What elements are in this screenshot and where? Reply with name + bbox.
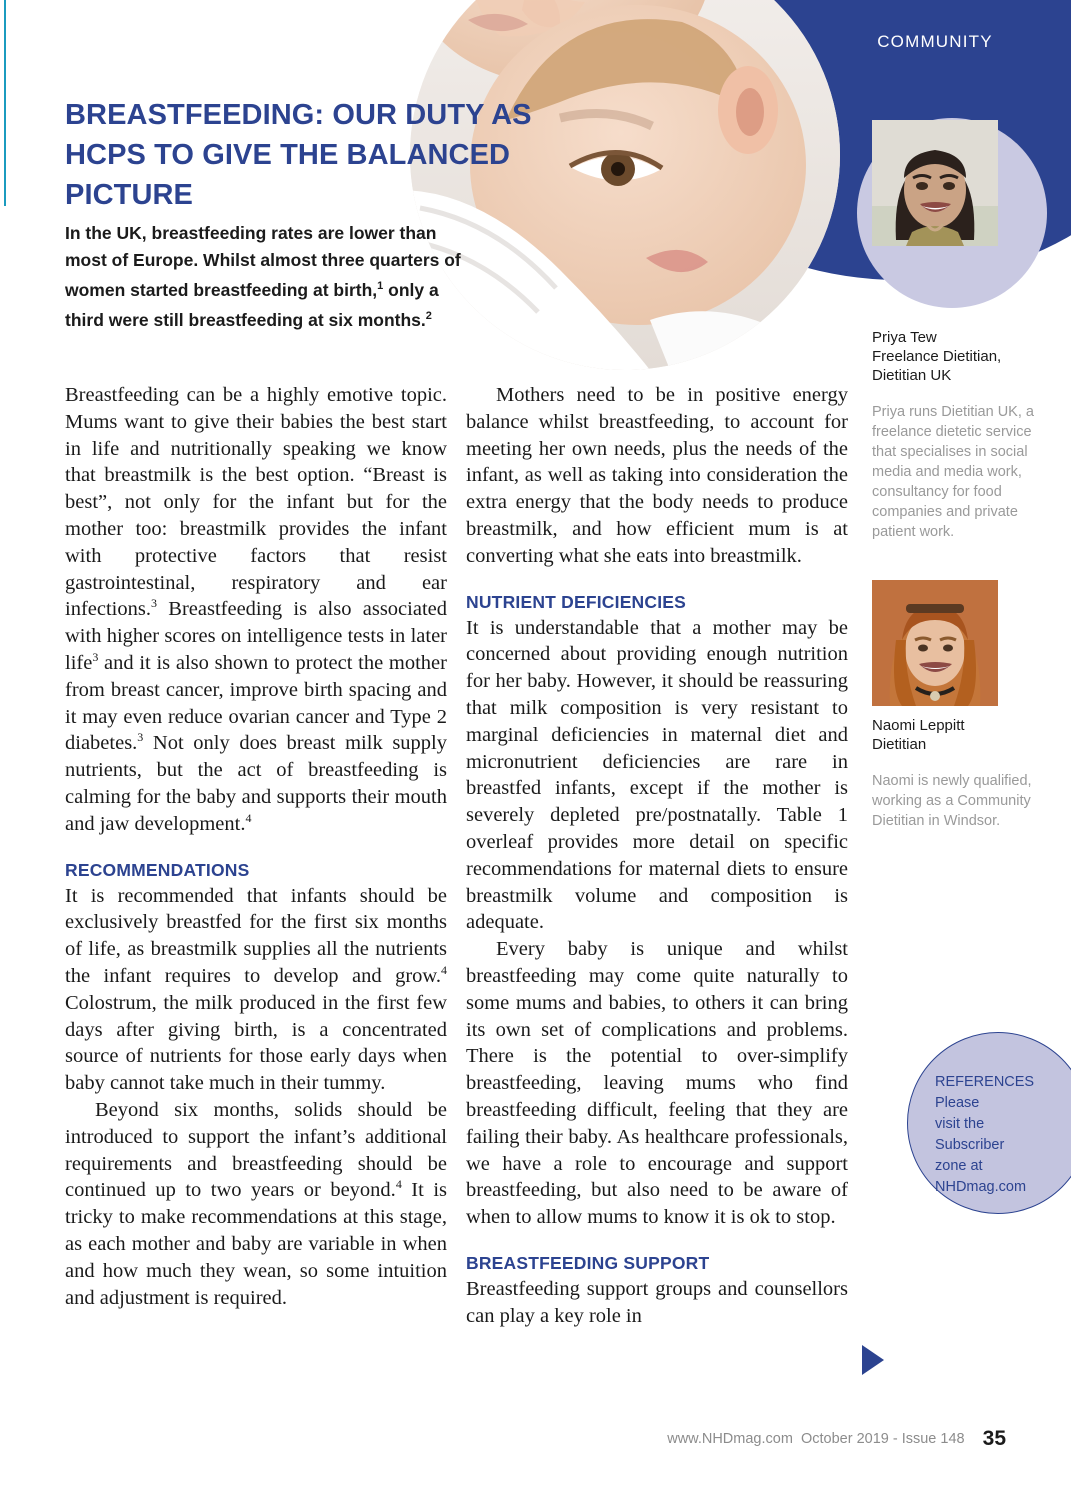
reference-marker-2: 2	[425, 310, 432, 323]
paragraph-support-groups: Breastfeeding support groups and counsellors can play a key role in	[466, 1277, 848, 1327]
references-text	[935, 1072, 1065, 1198]
priya-tew-portrait-icon	[872, 120, 998, 246]
page-footer	[0, 1427, 1006, 1451]
reference-marker-4c: 4	[395, 1177, 402, 1192]
author-card-naomi-leppitt	[872, 580, 1042, 831]
body-column-middle	[466, 382, 848, 1330]
footer-website[interactable]: www.NHDmag.com	[667, 1431, 793, 1447]
footer-issue: October 2019 - Issue 148	[800, 1431, 965, 1447]
para1-a: Breastfeeding can be a highly emotive topic. Mums want to give their babies the best start in life and nutritionally speaking we know that breastmilk is the best option. “Breast is best”, not only for the infant but for the mother too: breastmilk provides the infant with protective factors that resist gastrointestinal, respiratory and ear infections.	[65, 384, 447, 621]
para1-b: Breastfeeding is also associated with higher scores on intelligence tests in later life	[65, 598, 447, 674]
author-rail	[872, 120, 1042, 831]
body-column-left	[65, 382, 447, 1311]
references-line3: Subscriber	[935, 1137, 1005, 1153]
para1-c: and it is also shown to protect the mother from breast cancer, improve birth spacing and it may even reduce ovarian cancer and Type 2 diabetes.	[65, 651, 447, 755]
author-name: Priya Tew	[872, 329, 937, 346]
references-line2: visit the	[935, 1116, 985, 1132]
naomi-leppitt-portrait-icon	[872, 580, 998, 706]
author-bio: Naomi is newly qualified, working as a Community Dietitian in Windsor.	[872, 773, 1032, 829]
paragraph-nutrient-deficiencies: It is understandable that a mother may be concerned about providing enough nutrition for her baby. However, it should be reassuring that milk composition is very resistant to marginal deficiencies in maternal diet and micronutrient deficiencies are rare in breastfed infants, except if the mother is severely depleted pre/postnatally. Table 1 overleaf provides more detail on specific recommendations for maternal diets to ensure breastmilk volume and composition is adequate.	[466, 616, 848, 934]
section-heading-nutrient-deficiencies: NUTRIENT DEFICIENCIES	[466, 591, 687, 612]
reference-marker-3: 3	[150, 596, 157, 611]
reference-marker-4: 4	[245, 810, 252, 825]
references-badge[interactable]	[925, 1032, 1071, 1228]
paragraph-energy-balance: Mothers need to be in positive energy balance whilst breastfeeding, to account for meeting her own needs, plus the needs of the infant, as well as taking into consideration the extra energy that the body needs to produce breastmilk, and how efficient mum is at converting what she eats into breastmilk.	[466, 384, 848, 567]
para2-b: Colostrum, the milk produced in the first few days after giving birth, is a concentrated source of nutrients for those early days when baby cannot take much in their tummy.	[65, 991, 447, 1095]
standfirst-part2: only a third were still breastfeeding at six months.	[65, 279, 439, 331]
page-number: 35	[982, 1427, 1006, 1450]
standfirst	[65, 220, 477, 334]
references-line5[interactable]: NHDmag.com	[935, 1179, 1027, 1195]
paragraph-beyond-six-months	[65, 1097, 447, 1311]
references-line1: Please	[935, 1095, 980, 1111]
author-photo-priya-tew	[872, 120, 998, 246]
section-tag: COMMUNITY	[877, 32, 993, 51]
references-title: REFERENCES	[935, 1074, 1035, 1090]
teal-edge-rule	[4, 0, 6, 206]
author-bio: Priya runs Dietitian UK, a freelance dietetic service that specialises in social media and media work, consultancy for food companies and private patient work.	[872, 404, 1034, 540]
page-title: BREASTFEEDING: OUR DUTY AS HCPS TO GIVE THE BALANCED PICTURE	[65, 99, 532, 212]
para3-a: Beyond six months, solids should be introduced to support the infant’s additional requirements and breastfeeding should be continued up to two years or beyond.	[65, 1098, 447, 1202]
paragraph-intro	[65, 382, 447, 838]
reference-marker-3b: 3	[92, 650, 99, 665]
para1-d: Not only does breast milk supply nutrients, but the act of breastfeeding is calming for the baby and supports their mouth and jaw development.	[65, 732, 447, 835]
author-photo-naomi-leppitt	[872, 580, 998, 706]
para2-a: It is recommended that infants should be exclusively breastfed for the first six months of life, as breastmilk supplies all the nutrients the infant requires to develop and grow.	[65, 884, 447, 987]
continue-arrow-icon	[862, 1345, 884, 1375]
author-card-priya-tew	[872, 120, 1042, 542]
reference-marker-3c: 3	[137, 730, 144, 745]
section-heading-recommendations: RECOMMENDATIONS	[65, 859, 250, 880]
paragraph-every-baby-unique: Every baby is unique and whilst breastfeeding may come quite naturally to some mums and babies, to others it can bring its own set of complications and problems. There is the potential to over-simplify breastfeeding, leaving mums who find breastfeeding difficult, feeling that they are failing their baby. As healthcare professionals, we have a role to encourage and support breastfeeding, but also need to be aware of when to allow mums to know it is ok to stop.	[466, 938, 848, 1229]
author-name-and-role	[872, 328, 1042, 385]
paragraph-recommendations	[65, 883, 447, 1097]
author-name: Naomi Leppitt	[872, 717, 965, 734]
author-role-line2: Dietitian UK	[872, 367, 952, 384]
reference-marker-1: 1	[377, 280, 384, 292]
standfirst-part1: In the UK, breastfeeding rates are lower than most of Europe. Whilst almost three quarters of women started breastfeeding at birth,	[65, 223, 461, 300]
author-name-and-role	[872, 716, 1042, 754]
references-line4: zone at	[935, 1158, 983, 1174]
reference-marker-4b: 4	[441, 963, 447, 978]
section-heading-breastfeeding-support: BREASTFEEDING SUPPORT	[466, 1252, 710, 1273]
para3-b: It is tricky to make recommendations at this stage, as each mother and baby are variable in when and how much they wean, so some intuition and adjustment is required.	[65, 1179, 447, 1309]
author-role-line1: Freelance Dietitian,	[872, 348, 1002, 365]
author-role-line1: Dietitian	[872, 736, 927, 753]
